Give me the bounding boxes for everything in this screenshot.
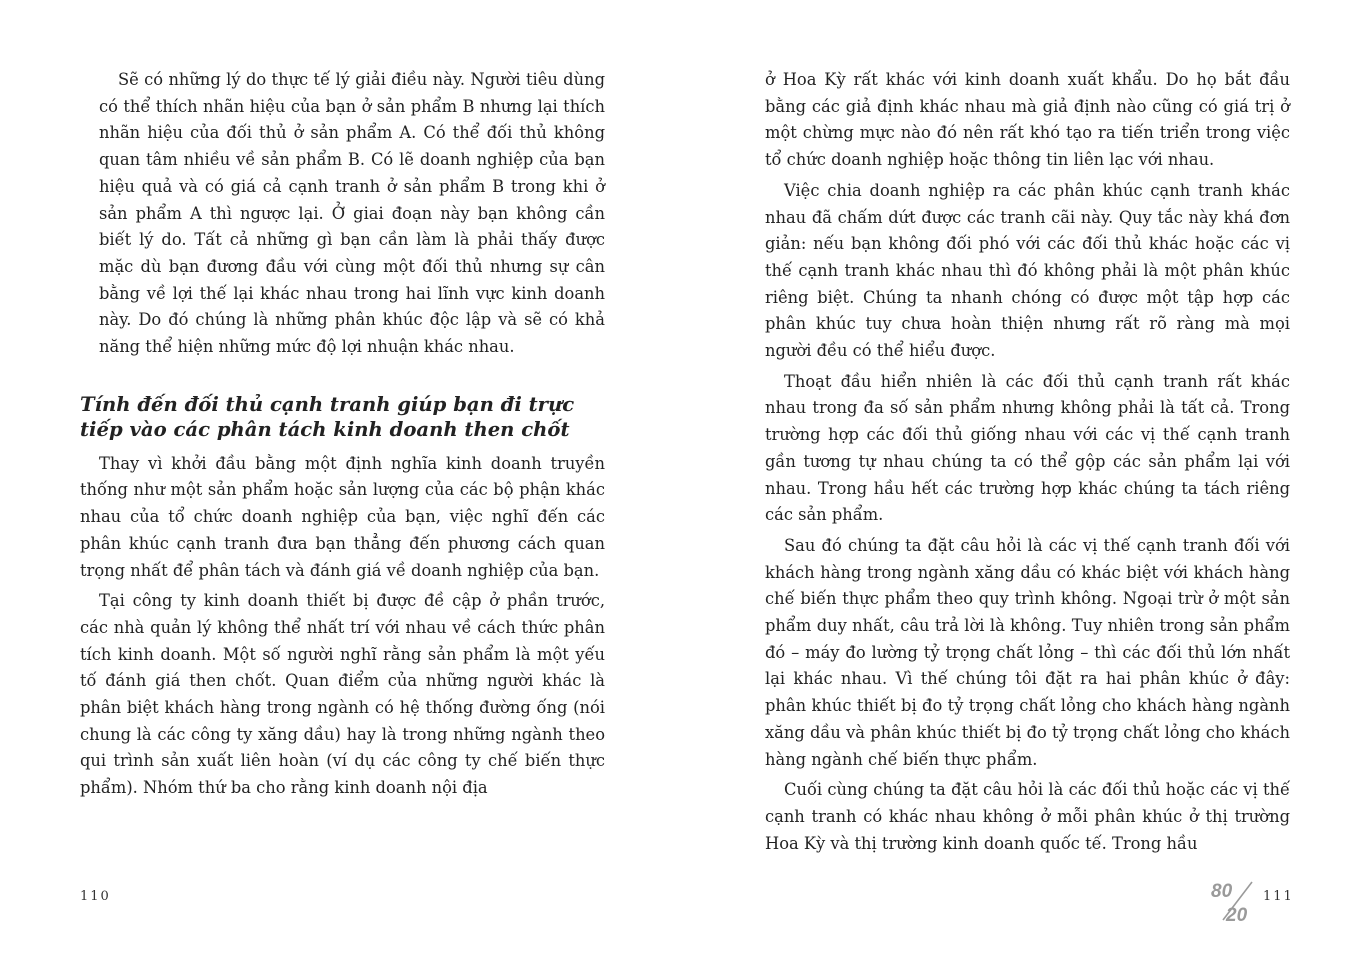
section-heading: Tính đến đối thủ cạnh tranh giúp bạn đi trực tiếp vào các phân tách kinh doanh then chốt bbox=[80, 392, 575, 441]
logo-bottom-number: 20 bbox=[1226, 905, 1248, 924]
right-page bbox=[685, 0, 1370, 969]
body-paragraph: Cuối cùng chúng ta đặt câu hỏi là các đối thủ hoặc các vị thế cạnh tranh có khác nhau không ở mỗi phân khúc ở thị trường Hoa Kỳ và thị trường kinh doanh quốc tế. Trong hầu bbox=[765, 780, 1290, 853]
page-number: 110 bbox=[80, 889, 111, 904]
80-20-logo bbox=[1210, 878, 1260, 924]
right-page-text-column bbox=[765, 67, 1290, 861]
body-paragraph: Tại công ty kinh doanh thiết bị được đề cập ở phần trước, các nhà quản lý không thể nhất trí với nhau về cách thức phân tích kinh doanh. Một số người nghĩ rằng sản phẩm là một yếu tố đánh giá then chốt. Quan điểm của những người khác là phân biệt khách hàng trong ngành có hệ thống đường ống (nói chung là các công ty xăng dầu) hay là trong những ngành theo qui trình sản xuất liên hoàn (ví dụ các công ty chế biến thực phẩm). Nhóm thứ ba cho rằng kinh doanh nội địa bbox=[80, 591, 605, 798]
body-paragraph: Thay vì khởi đầu bằng một định nghĩa kinh doanh truyền thống như một sản phẩm hoặc sản lượng của các bộ phận khác nhau của tổ chức doanh nghiệp của bạn, việc nghĩ đến các phân khúc cạnh tranh đưa bạn thẳng đến phương cách quan trọng nhất để phân tách và đánh giá về doanh nghiệp của bạn. bbox=[80, 453, 605, 580]
page-number: 111 bbox=[1263, 889, 1294, 904]
body-paragraph: ở Hoa Kỳ rất khác với kinh doanh xuất khẩu. Do họ bắt đầu bằng các giả định khác nhau mà giả định nào cũng có giá trị ở một chừng mực nào đó nên rất khó tạo ra tiến triển trong việc tổ chức doanh nghiệp hoặc thông tin liên lạc với nhau. bbox=[765, 70, 1290, 170]
body-paragraph: Thoạt đầu hiển nhiên là các đối thủ cạnh tranh rất khác nhau trong đa số sản phẩm nhưng không phải là tất cả. Trong trường hợp các đối thủ giống nhau với các vị thế cạnh tranh gần tương tự nhau chúng ta có thể gộp các sản phẩm lại với nhau. Trong hầu hết các trường hợp khác chúng ta tách riêng các sản phẩm. bbox=[765, 371, 1290, 525]
body-paragraph: Sau đó chúng ta đặt câu hỏi là các vị thế cạnh tranh đối với khách hàng trong ngành xăng dầu có khác biệt với khách hàng chế biến thực phẩm theo quy trình không. Ngoại trừ ở một sản phẩm duy nhất, câu trả lời là không. Tuy nhiên trong sản phẩm đó – máy đo lường tỷ trọng chất lỏng – thì các đối thủ lớn nhất lại khác nhau. Vì thế chúng tôi đặt ra hai phân khúc ở đây: phân khúc thiết bị đo tỷ trọng chất lỏng cho khách hàng ngành xăng dầu và phân khúc thiết bị đo tỷ trọng chất lỏng cho khách hàng ngành chế biến thực phẩm. bbox=[765, 535, 1290, 769]
logo-top-number: 80 bbox=[1211, 881, 1233, 902]
left-page-text-column bbox=[80, 67, 605, 806]
body-paragraph: Việc chia doanh nghiệp ra các phân khúc cạnh tranh khác nhau đã chấm dứt được các tranh cãi này. Quy tắc này khá đơn giản: nếu bạn không đối phó với các đối thủ khác hoặc các vị thế cạnh tranh khác nhau thì đó không phải là một phân khúc riêng biệt. Chúng ta nhanh chóng có được một tập hợp các phân khúc tuy chưa hoàn thiện nhưng rất rõ ràng mà mọi người đều có thể hiểu được. bbox=[765, 180, 1290, 361]
body-paragraph: Sẽ có những lý do thực tế lý giải điều này. Người tiêu dùng có thể thích nhãn hiệu của bạn ở sản phẩm B nhưng lại thích nhãn hiệu của đối thủ ở sản phẩm A. Có thể đối thủ không quan tâm nhiều về sản phẩm B. Có lẽ doanh nghiệp của bạn hiệu quả và có giá cả cạnh tranh ở sản phẩm B trong khi ở sản phẩm A thì ngược lại. Ở giai đoạn này bạn không cần biết lý do. Tất cả những gì bạn cần làm là phải thấy được mặc dù bạn đương đầu với cùng một đối thủ nhưng sự cân bằng về lợi thế lại khác nhau trong hai lĩnh vực kinh doanh này. Do đó chúng là những phân khúc độc lập và sẽ có khả năng thể hiện những mức độ lợi nhuận khác nhau. bbox=[99, 70, 605, 357]
